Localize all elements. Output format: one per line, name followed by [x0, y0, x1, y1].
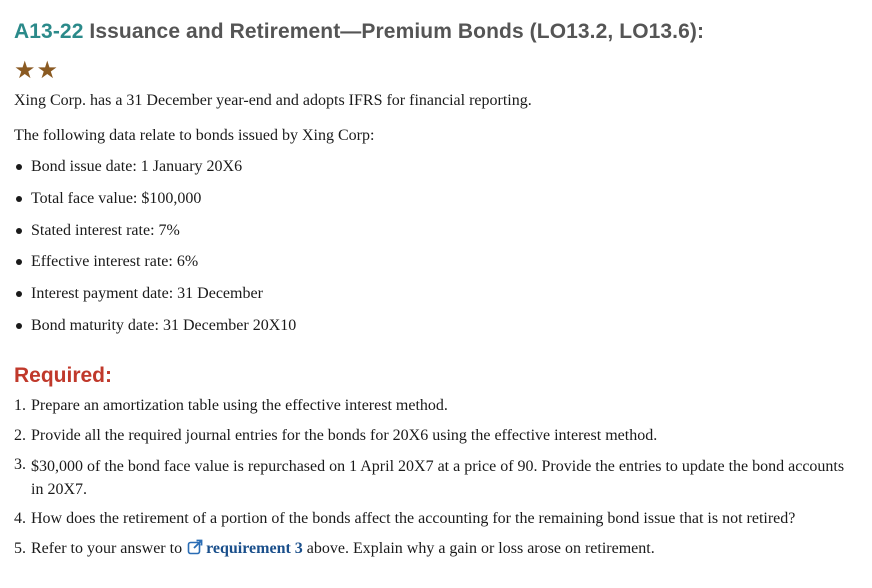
list-item: Bond issue date: 1 January 20X6 [14, 157, 296, 189]
requirement-item [14, 396, 854, 416]
list-item: Effective interest rate: 6% [14, 252, 296, 284]
requirement-number: 4. [14, 510, 26, 527]
problem-heading-text: Issuance and Retirement—Premium Bonds (LO13.2, LO13.6): [89, 20, 705, 43]
list-item: Interest payment date: 31 December [14, 284, 296, 316]
requirement-text: $30,000 of the bond face value is repurchased on 1 April 20X7 at a price of 90. Provide the entries to update the bond accounts in 20X7. [31, 458, 845, 498]
requirement-text [31, 539, 854, 561]
difficulty-stars-icon: ★★ [14, 56, 60, 84]
requirement-text-before: Refer to your answer to [31, 539, 183, 557]
bond-data-list [14, 157, 296, 348]
intro-paragraph: Xing Corp. has a 31 December year-end and adopts IFRS for financial reporting. [14, 92, 532, 109]
problem-title [14, 20, 704, 44]
external-link-icon [187, 539, 203, 561]
requirement-3-link[interactable] [186, 540, 303, 557]
requirement-number: 2. [14, 426, 26, 444]
requirement-number: 5. [14, 539, 26, 557]
problem-code: A13-22 [14, 20, 84, 43]
list-item: Stated interest rate: 7% [14, 221, 296, 253]
requirements-list [14, 396, 854, 570]
requirement-item [14, 426, 854, 446]
required-heading: Required: [14, 364, 113, 387]
requirement-number: 3. [14, 456, 26, 473]
requirement-text: How does the retirement of a portion of the bonds affect the accounting for the remaining bond issue that is not retired? [31, 510, 796, 527]
requirement-item [14, 539, 854, 561]
requirement-item [14, 509, 854, 529]
list-item: Total face value: $100,000 [14, 189, 296, 221]
requirement-item [14, 455, 854, 501]
requirement-link-label[interactable]: requirement 3 [206, 539, 303, 557]
list-item: Bond maturity date: 31 December 20X10 [14, 316, 296, 348]
data-intro-paragraph: The following data relate to bonds issued by Xing Corp: [14, 127, 375, 144]
requirement-text: Provide all the required journal entries for the bonds for 20X6 using the effective interest method. [31, 426, 658, 444]
requirement-text-after: above. Explain why a gain or loss arose on retirement. [306, 539, 655, 557]
requirement-number: 1. [14, 397, 26, 414]
requirement-text: Prepare an amortization table using the effective interest method. [31, 397, 448, 414]
